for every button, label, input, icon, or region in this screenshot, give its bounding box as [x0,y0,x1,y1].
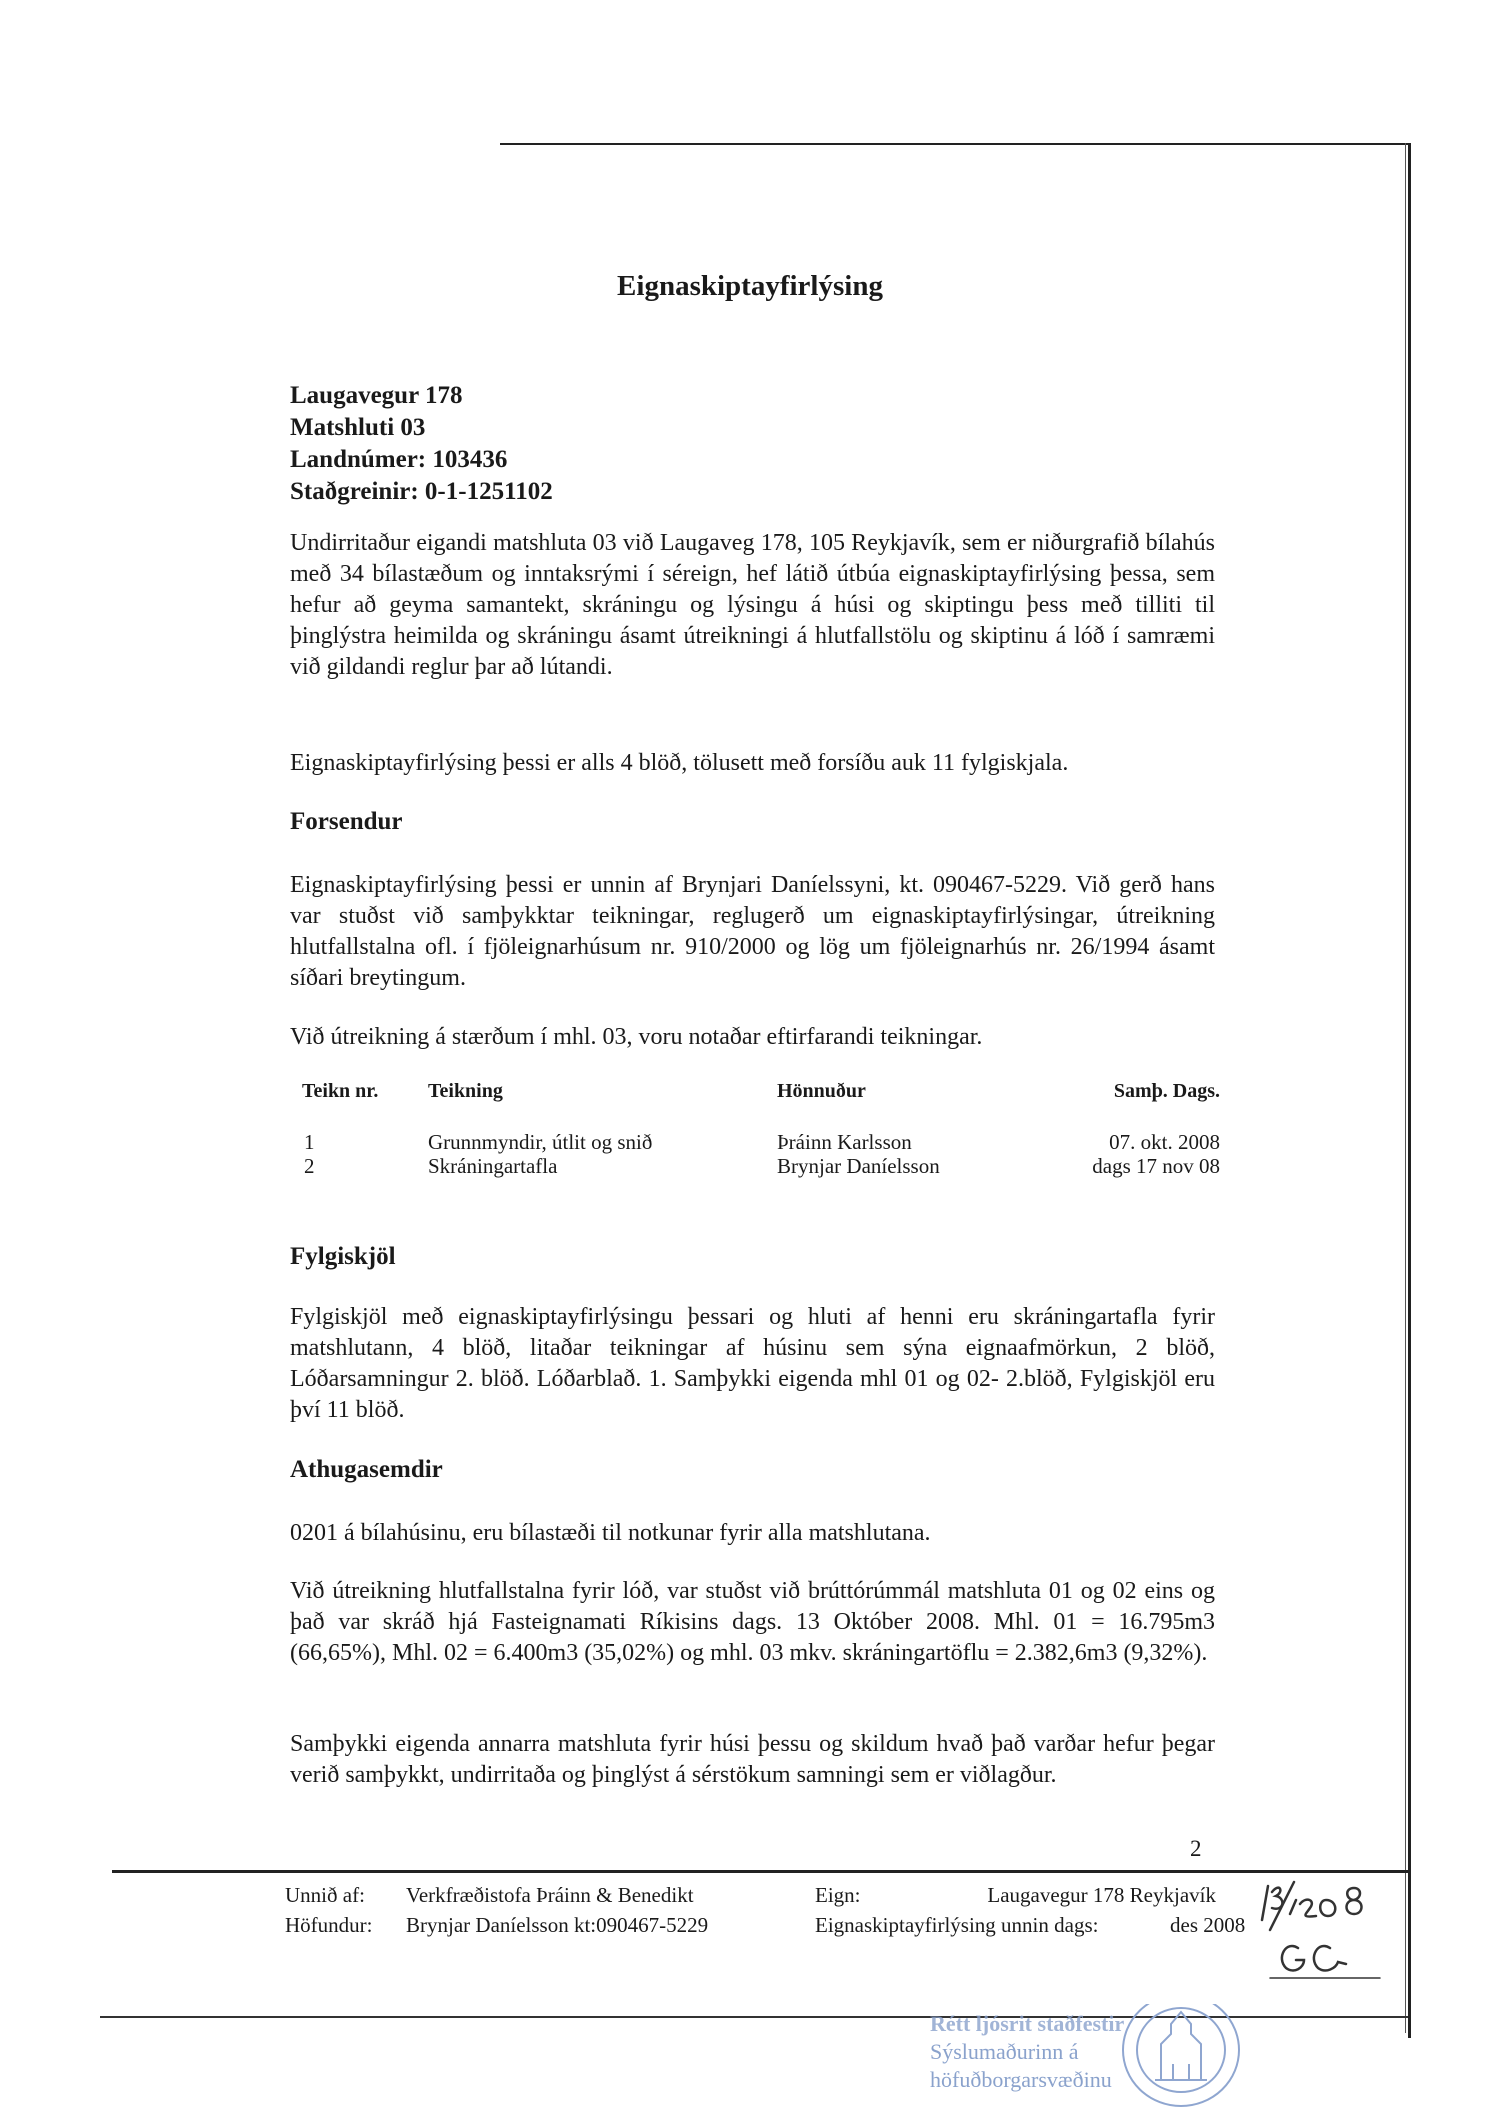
drawings-table [290,1080,1220,1184]
athugasemdir-heading: Athugasemdir [290,1456,443,1483]
cell-dags: dags 17 nov 08 [1092,1154,1220,1178]
pages-note: Eignaskiptayfirlýsing þessi er alls 4 blöð, tölusett með forsíðu auk 11 fylgiskjala. [290,750,1069,776]
athugasemdir-paragraph-2: Við útreikning hlutfallstalna fyrir lóð, var stuðst við brúttórúmmál matshluta 01 og 02 eins og það var skráð hjá Fasteignamati Ríkisins dags. 13 Október 2008. Mhl. 01 = 16.795m3 (66,65%), Mhl. 02 = 6.400m3 (35,02%) og mhl. 03 mkv. skráningartöflu = 2.382,6m3 (9,32%). [290,1578,1215,1666]
table-header-row [290,1080,1220,1110]
cell-teikning: Skráningartafla [428,1154,558,1178]
property-landnumer: Landnúmer: 103436 [290,446,508,473]
col-header-teikn-nr: Teikn nr. [302,1080,379,1102]
cell-dags: 07. okt. 2008 [1109,1130,1220,1154]
right-border-rule-inner [1405,143,1406,2033]
forsendur-heading: Forsendur [290,808,403,835]
property-stadgreinir: Staðgreinir: 0-1-1251102 [290,478,553,505]
athugasemdir-paragraph-3: Samþykki eigenda annarra matshluta fyrir húsi þessu og skildum hvað það varðar hefur þegar verið samþykkt, undirritaða og þinglýst á sérstökum samningi sem er viðlagður. [290,1731,1215,1788]
footer-unnin-dags-value: des 2008 [1170,1913,1246,1937]
footer-eign-label: Eign: [815,1883,861,1907]
intro-paragraph: Undirritaður eigandi matshluta 03 við Laugaveg 178, 105 Reykjavík, sem er niðurgrafið bílahús með 34 bílastæðum og inntaksrými í séreign, hef látið útbúa eignaskiptayfirlýsing þessa, sem hefur að geyma samantekt, skráningu og lýsingu á húsi og skiptingu þess með tilliti til þinglýstra heimilda og skráningu ásamt útreikningi á hlutfallstölu og skiptinu á lóð í samræmi við gildandi reglur þar að lútandi. [290,530,1215,680]
cell-nr: 1 [304,1130,315,1154]
handwritten-date-initials [1250,1878,1390,1988]
fylgiskjol-heading: Fylgiskjöl [290,1243,396,1270]
page-number: 2 [1190,1836,1202,1861]
col-header-samp-dags: Samþ. Dags. [1113,1080,1220,1102]
right-border-rule [1408,143,1411,2038]
stamp-line-1: Rétt ljósrit staðfestir [930,2011,1125,2036]
property-matshluti: Matshluti 03 [290,414,426,441]
drawings-note: Við útreikning á stærðum í mhl. 03, voru notaðar eftirfarandi teikningar. [290,1024,983,1050]
forsendur-paragraph: Eignaskiptayfirlýsing þessi er unnin af Brynjari Daníelssyni, kt. 090467-5229. Við gerð hans var stuðst við samþykktar teikningar, reglugerð um eignaskiptayfirlýsingar, útreikning hlutfallstalna ofl. í fjöleignarhúsum nr. 910/2000 og lög um fjöleignarhús nr. 26/1994 ásamt síðari breytingum. [290,872,1215,991]
footer-rule [112,1870,1408,1873]
cell-honnudur: Brynjar Daníelsson [777,1154,940,1178]
top-border-rule [500,143,1410,145]
footer-hofundur-value: Brynjar Daníelsson kt:090467-5229 [406,1913,709,1937]
athugasemdir-paragraph-1: 0201 á bílahúsinu, eru bílastæði til notkunar fyrir alla matshlutana. [290,1520,931,1546]
col-header-honnudur: Hönnuður [777,1080,866,1102]
table-row [290,1154,1220,1184]
cell-nr: 2 [304,1154,315,1178]
document-title: Eignaskiptayfirlýsing [617,270,883,302]
stamp-line-2: Sýslumaðurinn á [930,2039,1079,2064]
cell-teikning: Grunnmyndir, útlit og snið [428,1130,653,1154]
footer-unnid-value: Verkfræðistofa Þráinn & Benedikt [406,1883,694,1907]
footer-unnid-label: Unnið af: [285,1883,365,1907]
stamp-text [930,2010,1124,2094]
stamp-line-3: höfuðborgarsvæðinu [930,2067,1112,2092]
footer-eign-value: Laugavegur 178 Reykjavík [987,1883,1216,1907]
footer-unnin-dags-label: Eignaskiptayfirlýsing unnin dags: [815,1913,1099,1937]
col-header-teikning: Teikning [428,1080,503,1102]
property-address: Laugavegur 178 [290,382,463,409]
cell-honnudur: Þráinn Karlsson [777,1130,912,1154]
fylgiskjol-paragraph: Fylgiskjöl með eignaskiptayfirlýsingu þessari og hluti af henni eru skráningartafla fyrir matshlutann, 4 blöð, litaðar teikningar af húsinu sem sýna eignaafmörkun, 2 blöð, Lóðarsamningur 2. blöð. Lóðarblað. 1. Samþykki eigenda mhl 01 og 02- 2.blöð, Fylgiskjöl eru því 11 blöð. [290,1304,1215,1423]
footer-hofundur-label: Höfundur: [285,1913,373,1937]
property-header [290,380,553,508]
